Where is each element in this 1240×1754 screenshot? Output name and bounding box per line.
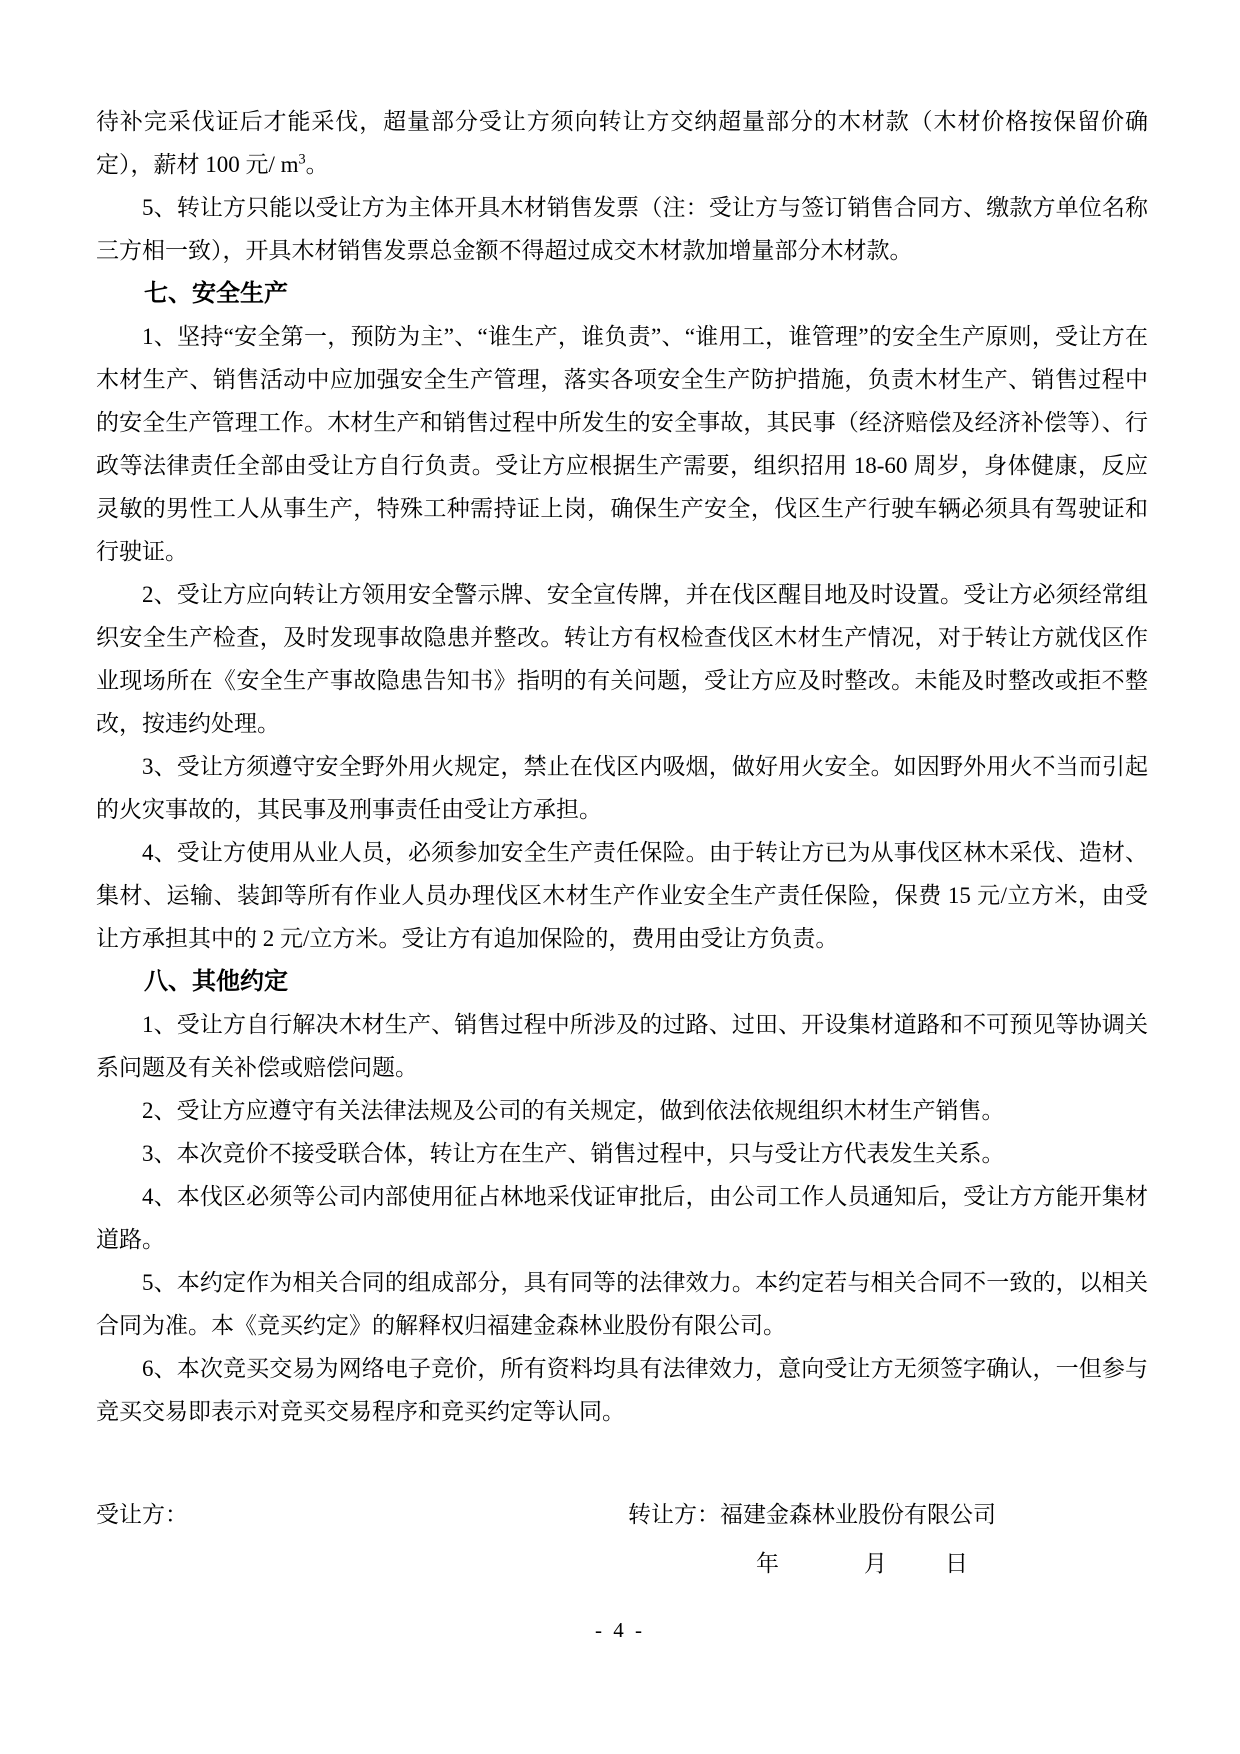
paragraph-safety-3: 3、受让方须遵守安全野外用火规定，禁止在伐区内吸烟，做好用火安全。如因野外用火不当而引起的火灾事故的，其民事及刑事责任由受让方承担。 bbox=[96, 754, 1148, 822]
paragraph-other-1: 1、受让方自行解决木材生产、销售过程中所涉及的过路、过田、开设集材道路和不可预见等协调关系问题及有关补偿或赔偿问题。 bbox=[96, 1012, 1148, 1080]
paragraph-safety-4: 4、受让方使用从业人员，必须参加安全生产责任保险。由于转让方已为从事伐区林木采伐、造材、集材、运输、装卸等所有作业人员办理伐区木材生产作业安全生产责任保险，保费 15 元/立方米，由受让方承担其中的 2 元/立方米。受让方有追加保险的，费用由受让方负责。 bbox=[96, 840, 1148, 951]
transferor-signature-label: 转让方：福建金森林业股份有限公司 bbox=[628, 1502, 996, 1527]
paragraph-other-5: 5、本约定作为相关合同的组成部分，具有同等的法律效力。本约定若与相关合同不一致的，以相关合同为准。本《竞买约定》的解释权归福建金森林业股份有限公司。 bbox=[96, 1270, 1148, 1338]
paragraph-text: 待补完采伐证后才能采伐，超量部分受让方须向转让方交纳超量部分的木材款（木材价格按保留价确定），薪材 100 元/ m bbox=[96, 109, 1148, 177]
superscript-cubic-meter: 3 bbox=[298, 151, 306, 168]
page-number: - 4 - bbox=[595, 1618, 645, 1642]
transferee-signature-label: 受让方： bbox=[96, 1502, 188, 1527]
signature-date-line: 年 月 日 bbox=[756, 1551, 972, 1576]
signature-row bbox=[96, 1493, 1148, 1536]
section-heading-safety-production: 七、安全生产 bbox=[144, 280, 288, 307]
paragraph-other-3: 3、本次竞价不接受联合体，转让方在生产、销售过程中，只与受让方代表发生关系。 bbox=[142, 1141, 1005, 1166]
document-body bbox=[96, 100, 1148, 1585]
section-heading-other-agreements: 八、其他约定 bbox=[144, 968, 288, 995]
paragraph-safety-1: 1、坚持“安全第一，预防为主”、“谁生产，谁负责”、“谁用工，谁管理”的安全生产原则，受让方在木材生产、销售活动中应加强安全生产管理，落实各项安全生产防护措施，负责木材生产、销售过程中的安全生产管理工作。木材生产和销售过程中所发生的安全事故，其民事（经济赔偿及经济补偿等）、行政等法律责任全部由受让方自行负责。受让方应根据生产需要，组织招用 18-60 周岁，身体健康，反应灵敏的男性工人从事生产，特殊工种需持证上岗，确保生产安全，伐区生产行驶车辆必须具有驾驶证和行驶证。 bbox=[96, 324, 1148, 564]
paragraph-continuation bbox=[96, 100, 1148, 186]
paragraph-safety-2: 2、受让方应向转让方领用安全警示牌、安全宣传牌，并在伐区醒目地及时设置。受让方必须经常组织安全生产检查，及时发现事故隐患并整改。转让方有权检查伐区木材生产情况，对于转让方就伐区作业现场所在《安全生产事故隐患告知书》指明的有关问题，受让方应及时整改。未能及时整改或拒不整改，按违约处理。 bbox=[96, 582, 1148, 736]
paragraph-other-4: 4、本伐区必须等公司内部使用征占林地采伐证审批后，由公司工作人员通知后，受让方方能开集材道路。 bbox=[96, 1184, 1148, 1252]
paragraph-text: 。 bbox=[305, 152, 329, 177]
paragraph-invoice-clause: 5、转让方只能以受让方为主体开具木材销售发票（注：受让方与签订销售合同方、缴款方单位名称三方相一致），开具木材销售发票总金额不得超过成交木材款加增量部分木材款。 bbox=[96, 195, 1148, 263]
paragraph-other-2: 2、受让方应遵守有关法律法规及公司的有关规定，做到依法依规组织木材生产销售。 bbox=[142, 1098, 1005, 1123]
paragraph-other-6: 6、本次竞买交易为网络电子竞价，所有资料均具有法律效力，意向受让方无须签字确认，一但参与竞买交易即表示对竞买交易程序和竞买约定等认同。 bbox=[96, 1356, 1148, 1424]
